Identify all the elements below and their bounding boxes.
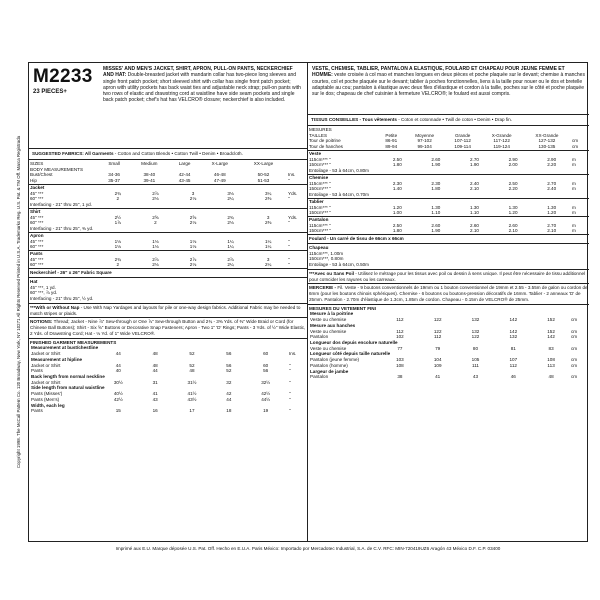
unit: m [572,222,576,228]
garment-label: Pantalon (jeune femme) [310,357,360,363]
unit: " [288,256,290,262]
measurement-value: 122 [471,334,480,340]
measurement-value: 41 [152,391,158,397]
measurement-value: 60 [263,351,269,357]
yardage-value: 2⅜ [264,196,272,202]
unit: cm [571,374,578,380]
yardage-value: 3¼ [264,190,272,196]
yardage-value: 2.10 [470,186,479,192]
measurement-value: 31½ [187,379,197,385]
measurement-value: 41 [435,374,441,380]
measurement-value: 44 [115,351,121,357]
garment-label: Pantalon [310,334,329,340]
yardage-value: 2¾ [114,256,121,262]
garment-label: Pants [31,408,43,414]
yardage-value: 2.70 [547,180,557,186]
poitrine-row: Tour de poitrine 86-91 97-102 107-112 117-122 127-132 cm [309,138,579,144]
measurement-value: 103 [396,357,404,363]
yardage-value: 1.30 [431,204,441,210]
yardage-value: 1⅛ [152,244,159,250]
unit: cm [571,328,578,334]
measurement-value: 44½ [261,396,271,402]
hanches-row: Tour de hanches 89-94 99-104 109-114 119-124 130-135 cm [309,144,579,150]
garment-name: Tablier [308,198,589,204]
measurement-value: 104 [433,357,442,363]
hip-row: Hip 35-37 39-41 43-45 47-49 51-53 " [30,178,290,184]
measurement-value: 52 [189,362,195,368]
measurement-value: 112 [509,362,517,368]
yardage-value: 2 [154,220,157,226]
unit: m [572,156,576,162]
garment-name: Jacket [29,184,307,190]
french-description: VESTE, CHEMISE, TABLIER, PANTALON A ELASTIQUE, FOULARD ET CHAPEAU POUR JEUNE FEMME ET HOMME: veste croisée à col mao et manches longues en deux pièces et poche plaquée sur le devant; chemise à manches courtes, col et poche plaquée sur le devant; tablier à poches fonctionnelles, liens à la taille pour nouer ou le dos et bretelle adaptable au cou; pantalon à élastique avec deux files d'élastique et cordon à la taille, poches sur le côté et poche plaquée sur le dos; chapeau de chef cuisinier à fermeture VELCRO®; le foulard est aussi compris. [312,66,585,97]
footer-imprint: Imprimé aux E.U. Marque déposée U.S. Pat. Off. Hecho en E.U.A. Paris México: Importado por Mercadotec Industrial, S.A. de C.V. RFC: MIN-720419UZ6 Aragón 43 México D.F. C.P. 03400 [115,546,501,551]
yardage-value: 3 [191,190,195,196]
measurement-value: 48 [152,351,158,357]
yardage-value: 2.40 [547,186,557,192]
measurement-value: 60 [263,362,269,368]
measurement-value: 31 [152,379,158,385]
interfacing-note: Interfacing - 21" thru 25", ⅜ yd. [30,226,94,232]
copyright-side-text: Copyright 1998. The McCall Pattern Co. 120 Broadway, New York, NY 10271 All Rights Reserved Printed in U.S.A. Trademarks Reg. U.S. Pat. & TM Off. Marca Registrada [16,135,21,469]
neckerchief-line: Neckerchief - 26" x 26" Fabric Square [29,268,307,277]
yardage-value: 1¼ [264,238,272,244]
measurement-value: 108 [547,357,555,363]
measurement-value: 15 [115,408,121,414]
yardage-value: 2 [116,196,120,202]
garment-label: Veste ou chemise [310,345,347,351]
yardage-value: 2.00 [508,162,518,168]
yardage-value: 1.90 [431,228,441,234]
measurement-value: 44 [115,362,121,368]
poil-note: ***Avec ou Sans Poil - Utilisez le métrage pour les tissus avec poil ou dessin à sens unique. Il peut être nécessaire de tissu additionnel pour coïncider les rayures ou les carreaux. [308,269,589,283]
garment-label: Pants (Men's) [31,396,60,402]
measurement-row [30,408,306,414]
measurement-label: Measurement at hipline [31,356,83,362]
unit: m [572,204,576,210]
yardage-value: 1⅞ [114,220,121,226]
measurement-label: Largeur de jambe [310,368,349,374]
garment-label: Jacket or Shirt [31,351,61,357]
fabric-width: 45" *** [30,256,44,262]
yardage-value: 1⅛ [189,244,197,250]
measurement-value: 109 [433,362,442,368]
unit: " [289,379,291,385]
yardage-value: 2⅛ [189,220,197,226]
measurement-value: 19 [263,408,269,414]
fabric-width: 115cm*** " [309,204,331,210]
suggested-fabrics: SUGGESTED FABRICS: All Garments - Cotton and Cotton Blends • Cotton Twill • Denim • Broadcloth. [29,150,307,160]
yardage-value: 2.90 [508,156,518,162]
nap-note: ***With or Without Nap - Use With Nap Yardages and layouts for pile or one-way design fabrics. Additional Fabric may be needed to match stripes or plaids. [29,303,307,317]
yardage-value: 2⅞ [189,256,197,262]
measurement-value: 102 [396,334,404,340]
measurement-value: 43 [152,396,158,402]
measurement-value: 80 [472,345,479,351]
measurement-label: Mesure aux hanches [310,322,356,328]
measurement-value: 18 [226,408,232,414]
garment-name: Apron [29,232,307,238]
measurement-value: 132 [471,317,480,323]
yardage-value: 1¼ [227,244,234,250]
measurement-label: Width, each leg [31,402,65,408]
measurement-value: 122 [433,328,442,334]
measurement-row [309,374,588,380]
unit: " [288,220,290,226]
yardage-value: 2.50 [392,222,402,228]
measurement-value: 48 [189,368,195,374]
measurement-value: 40½ [113,391,123,397]
measurement-value: 77 [397,345,403,351]
measurement-value: 48 [152,362,158,368]
yardage-value: 1.30 [547,204,557,210]
size-row: SIZES Small Medium Large X-Large XX-Large [30,161,274,166]
yardage-value: 2⅝ [152,214,159,220]
yardage-value: 2.10 [470,228,479,234]
measurement-value: 142 [509,328,518,334]
notions: NOTIONS: Thread; Jacket - Nine ⅞" Sew-through or One ⅞" Sew-through Button and 2¾ - 3⅜ Yds. of ⅜" Wide Braid or Cord (for Chinese Ball Buttons); Shirt - Six ⅝" Buttons or Decorative Snap Fasteners; Apron - Two 1" 'D' Rings; Pants - 3 Yds. of ½" Wide Elastic, 2 Yds. of Drawstring Cord; Hat - ⅛ Yd. of 1" Wide VELCRO®. [30,319,306,336]
yardage-value: 2¾ [227,214,234,220]
fabric-width: 115cm*** " [309,156,331,162]
yardage-value: 1.20 [392,204,402,210]
english-header [29,63,307,149]
yardage-value: 2.90 [547,156,557,162]
fabric-width: 150cm*** " [309,228,332,234]
measurement-value: 112 [434,334,442,340]
unit: " [288,262,290,268]
yardage-value: 2.60 [508,222,518,228]
unit: m [572,228,576,234]
measurement-value: 152 [547,317,555,323]
yardage-value: 1¼ [264,244,272,250]
yardage-value: 2⅛ [152,196,159,202]
garment-name: Veste [308,150,589,156]
garment-name: Pantalon [308,217,589,223]
measurement-value: 30½ [113,379,123,385]
yardage-value: 2.60 [431,222,441,228]
yardage-value: 2⅞ [227,256,234,262]
unit: " [288,196,290,202]
measurement-value: 83 [548,345,554,351]
english-size-chart: SIZES Small Medium Large X-Large XX-Large BODY MEASUREMENTS Bust/Chest 34-36 38-40 42-44 46-48 50-52 Ins. Hip 35-37 39-41 43-45 47-49 51-53 " Jacket 45" *** 2¾ 2⅞ 3 3⅛ 3¼ Yds. 60" *** 2 2⅛ 2⅛ 2¼ 2⅜ " Interfacing - 21" thru 25", 1 yd. Shirt 45" *** 2½ 2⅝ 2⅝ 2¾ 3 Yds. 60" *** 1⅞ 2 2⅛ 2⅛ 2⅜ " Interfacing - 21" thru 25", ⅜ yd. Apron 45" *** 1⅛ 1⅛ 1⅛ 1¼ 1¼ " 60" *** 1⅛ 1⅛ 1⅛ 1¼ 1¼ " Pants 45" *** 2¾ 2⅞ 2⅞ 2⅞ 3 " 60" *** 2 2⅛ 2⅛ 2¼ 2¼ " Neckerchief - 26" x 26" Fabric Square Hat 45" ***, 1 yd. 60" ***, ⅞ yd. Interfacing - 21" thru 25", ½ yd. ***With or Without Nap - Use With Nap Yardages and layouts for pile or one-way design fabrics. Additional Fabric may be needed to match stripes or plaids. NOTIONS: Thread; Jacket - Nine ⅞" Sew-through or One ⅞" Sew-through Button and 2¾ - 3⅜ Yds. of ⅜" Wide Braid or Cord (for Chinese Ball Buttons); Shirt - Six ⅝" Buttons or Decorative Snap Fasteners; Apron - Two 1" 'D' Rings; Pants - 3 Yds. of ½" Wide Elastic, 2 Yds. of Drawstring Cord; Hat - ⅛ Yd. of 1" Wide VELCRO®. FINISHED GARMENT MEASUREMENTS Measurement at bust/chestline Jacket or Shirt 44 48 52 56 60 Ins. Measurement at hipline Jacket or Shirt 44 48 52 56 60 " Pants 40 44 48 52 56 " Back length from normal neckline Jacket or Shirt 30½ 31 31½ 32 32½ " Side length from natural waistline Pants (Misses') 40½ 41 41½ 42 42½ " Pants (Men's) 42½ 43 43½ 44 44½ " Width, each leg Pants 15 16 17 18 19 " [30,161,306,414]
tailles-row: TAILLES Petite Moyenne Grande X-Grande XX-Grande [309,132,559,138]
yardage-value: 2⅛ [152,262,159,268]
yardage-value: 2.40 [470,180,479,186]
measurement-value: 79 [435,345,441,351]
unit: " [289,368,291,374]
yardage-value: 1.80 [431,186,441,192]
yardage-value: 2.50 [508,180,518,186]
measurement-value: 112 [396,317,404,323]
interfacing-note: Entoilage - 53 à 64cm, 0.70m [309,192,370,198]
unit: " [288,238,290,244]
yardage-value: 2.30 [392,180,402,186]
unit: Ins. [289,351,297,357]
foulard-line: Foulard - Un carré de tissu de 66cm x 66cm [308,234,589,243]
measurement-value: 56 [226,362,232,368]
yardage-value: 1.80 [392,228,402,234]
measurement-value: 42½ [113,396,123,402]
yardage-value: 2¼ [264,262,272,268]
measurement-value: 132 [509,334,518,340]
french-header [308,63,589,115]
yardage-value: 3 [266,214,270,220]
yardage-value: 1.00 [392,210,402,216]
yardage-value: 1⅛ [114,238,121,244]
fabric-width: 45" *** [30,238,44,244]
yardage-value: 2⅜ [264,220,272,226]
fabric-width: 45" *** [30,190,44,196]
measurement-value: 81 [510,345,516,351]
measurement-value: 108 [396,362,404,368]
measurement-value: 105 [471,357,480,363]
measurement-value: 122 [433,317,442,323]
fabric-width: 150cm*** " [309,210,332,216]
unit: cm [571,334,578,340]
yardage-value: 1.10 [470,210,479,216]
yardage-value: 1.90 [431,162,441,168]
finished-measurements: FINISHED GARMENT MEASUREMENTS Measurement at bust/chestline Jacket or Shirt 44 48 52 56 60 Ins. Measurement at hipline Jacket or Shirt 44 48 52 56 60 " Pants 40 44 48 52 56 " Back length from normal neckline Jacket or Shirt 30½ 31 31½ 32 32½ " Side length from natural waistline Pants (Misses') 40½ 41 41½ 42 42½ " Pants (Men's) 42½ 43 43½ 44 44½ " Width, each leg Pants 15 16 17 18 19 " [29,338,307,416]
measurement-label: Mesure à la poitrine [310,311,354,317]
yardage-value: 2.70 [547,222,557,228]
measurement-value: 113 [547,362,555,368]
measurement-value: 43 [472,374,479,380]
hat-yardage: Hat 45" ***, 1 yd. 60" ***, ⅞ yd. Interfacing - 21" thru 25", ½ yd. [29,277,307,303]
measurement-value: 44 [152,368,158,374]
garment-name: Shirt [29,208,307,214]
yardage-value: 1¼ [227,238,234,244]
fabric-width: 150cm*** " [309,186,332,192]
garment-name: Chemise [308,174,589,180]
fabric-width: 60" *** [30,262,44,268]
measurement-value: 111 [472,362,479,368]
unit: cm [571,362,578,368]
yardage-value: 1.20 [547,210,557,216]
interfacing-note: Interfacing - 21" thru 25", 1 yd. [30,202,92,208]
chapeau-yardage: Chapeau 115cm***, 1.00m 150cm***, 0.80m Entoilage - 53 à 64cm, 0.50m [308,243,589,269]
yardage-value: 2¼ [227,196,234,202]
unit: m [572,210,576,216]
mesures-vetement-fini: MESURES DU VETEMENT FINI Mesure à la poitrine Veste ou chemise 112 122 132 142 152 cm Mesure aux hanches Veste ou chemise 112 122 132 142 152 cm Pantalon 102 112 122 132 142 cm Longueur dos depuis encolure naturelle Veste ou chemise 77 79 80 81 83 cm Longueur côté depuis taille naturelle Pantalon (jeune femme) 103 104 105 107 108 cm Pantalon (homme) 108 109 111 112 113 cm Largeur de jambe Pantalon 38 41 43 46 48 cm [308,304,589,382]
unit: m [572,186,576,192]
garment-label: Pantalon (homme) [310,362,348,368]
yardage-value: 1.30 [470,204,479,210]
yardage-value: 3 [266,256,270,262]
garment-label: Veste ou chemise [310,328,347,334]
measurement-value: 42 [226,391,232,397]
yardage-value: 1⅛ [152,238,159,244]
yardage-value: 3⅛ [227,190,234,196]
measurement-value: 107 [509,357,518,363]
yardage-value: 1⅛ [114,244,121,250]
unit: cm [571,357,578,363]
yardage-value: 2.10 [508,228,518,234]
measurement-value: 43½ [187,396,197,402]
measurement-value: 56 [263,368,269,374]
yardage-value: 1.10 [431,210,441,216]
measurement-value: 142 [547,334,555,340]
garment-name: Pants [29,251,307,257]
measurement-value: 40 [115,368,121,374]
measurement-value: 132 [471,328,480,334]
unit: " [289,362,291,368]
garment-label: Pants [31,368,43,374]
yardage-value: 1.90 [470,162,479,168]
fabric-width: 150cm*** " [309,162,332,168]
mercerie: MERCERIE - Fil. Veste - 9 boutons conventionnels de 19mm ou 1 bouton conventionnel de 19mm et 2.55 - 3.55m de galon ou cordon de 6mm (pour les boutons chinois sphériques). Chemise - 6 boutons ou boutons-pression décoratifs de 16mm. Tablier - 2 anneaux 'D' de 25mm. Pantalon - 2.70m d'élastique de 1.3cm, 1.85m de cordon. Chapeau - 0.15m de VELCRO® de 25mm. [309,285,588,302]
measurement-value: 32 [226,379,232,385]
yardage-value: 1.20 [508,210,518,216]
unit: Yds. [288,190,298,196]
measurement-value: 41½ [187,391,197,397]
unit: " [289,391,291,397]
yardage-value: 2¼ [227,262,234,268]
bust-row: Bust/Chest 34-36 38-40 42-44 46-48 50-52 Ins. [30,172,296,178]
fabric-width: 45" *** [30,214,44,220]
measurement-value: 52 [226,368,232,374]
measurement-label: Measurement at bust/chestline [31,345,99,351]
garment-label: Pantalon [310,374,329,380]
fabric-width: 115cm*** " [309,180,331,186]
measurement-label: Back length from normal neckline [31,373,105,379]
measurement-label: Longueur côté depuis taille naturelle [310,351,391,357]
french-column [308,63,589,541]
measurement-value: 17 [189,408,195,414]
yardage-value: 2¾ [114,190,121,196]
yardage-value: 2.60 [470,222,479,228]
unit: " [289,408,291,414]
yardage-value: 2⅞ [152,256,159,262]
piece-count: 23 PIECES+ [33,89,67,95]
garment-label: Jacket or Shirt [31,379,61,385]
fabric-width: 115cm*** " [309,222,331,228]
english-yardage-table [29,184,307,268]
yardage-value: 1.80 [392,162,402,168]
measurement-value: 44 [226,396,232,402]
measurement-label: Side length from natural waistline [31,385,105,391]
french-yardage-table [308,150,589,234]
interfacing-note: Entoilage - 53 à 64cm, 0.80m [309,168,370,174]
measurement-value: 142 [509,317,518,323]
fabric-width: 60" *** [30,244,44,250]
fabric-width: 60" *** [30,196,44,202]
unit: " [288,244,290,250]
measurement-value: 38 [397,374,403,380]
garment-label: Veste ou chemise [310,317,347,323]
yardage-value: 2⅛ [189,262,197,268]
english-column [29,63,308,541]
unit: m [572,162,576,168]
tissus-conseilles: TISSUS CONSEILLES - Tous vêtements - Coton et cotonnade • Twill de coton • Denim • Drap fin. [308,116,589,126]
english-description: MISSES' AND MEN'S JACKET, SHIRT, APRON, PULL-ON PANTS, NECKERCHIEF AND HAT: Double-breasted jacket with mandarin collar has two-piece long sleeves and single front patch pocket; short sleeved shirt with collar has single front patch pocket; apron with utility pockets has back waist ties and adjustable neck strap; pull-on pants with two rows of elastic and drawstring cord at waistline have side seam pockets and single back patch pocket; chef's hat has VELCRO® closure; neckerchief is also included. [103,66,301,104]
yardage-value: 2.20 [547,162,557,168]
unit: cm [571,317,578,323]
yardage-value: 1.40 [392,186,402,192]
yardage-value: 2 [116,262,120,268]
unit: m [572,180,576,186]
measurement-value: 52 [189,351,195,357]
unit: Yds. [288,214,298,220]
yardage-value: 2.50 [392,156,402,162]
yardage-value: 2.30 [431,180,441,186]
measurement-value: 152 [547,328,555,334]
yardage-value: 2⅛ [227,220,234,226]
measurement-value: 46 [510,374,516,380]
yardage-value: 1.30 [508,204,518,210]
measurement-label: Longueur dos depuis encolure naturelle [310,339,398,345]
french-size-chart: MESURES TAILLES Petite Moyenne Grande X-Grande XX-Grande Tour de poitrine 86-91 97-102 107-112 117-122 127-132 cm Tour de hanches 89-94 99-104 109-114 119-124 130-135 cm Veste 115cm*** " 2.50 2.60 2.70 2.90 2.90 m 150cm*** " 1.80 1.90 1.90 2.00 2.20 m Entoilage - 53 à 64cm, 0.80m Chemise 115cm*** " 2.30 2.30 2.40 2.50 2.70 m 150cm*** " 1.40 1.80 2.10 2.20 2.40 m Entoilage - 53 à 64cm, 0.70m Tablier 115cm*** " 1.20 1.30 1.30 1.30 1.30 m 150cm*** " 1.00 1.10 1.10 1.20 1.20 m Pantalon 115cm*** " 2.50 2.60 2.60 2.60 2.70 m 150cm*** " 1.80 1.90 2.10 2.10 2.10 m Foulard - Un carré de tissu de 66cm x 66cm Chapeau 115cm***, 1.00m 150cm***, 0.80m Entoilage - 53 à 64cm, 0.50m ***Avec ou Sans Poil - Utilisez le métrage pour les tissus avec poil ou dessin à sens unique. Il peut être nécessaire de tissu additionnel pour coïncider les rayures ou les carreaux. MERCERIE - Fil. Veste - 9 boutons conventionnels de 19mm ou 1 bouton conventionnel de 19mm et 2.55 - 3.55m de galon ou cordon de 6mm (pour les boutons chinois sphériques). Chemise - 6 boutons ou boutons-pression décoratifs de 16mm. Tablier - 2 anneaux 'D' de 25mm. Pantalon - 2.70m d'élastique de 1.3cm, 1.85m de cordon. Chapeau - 0.15m de VELCRO® de 25mm. MESURES DU VETEMENT FINI Mesure à la poitrine Veste ou chemise 112 122 132 142 152 cm Mesure aux hanches Veste ou chemise 112 122 132 142 152 cm Pantalon 102 112 122 132 142 cm Longueur dos depuis encolure naturelle Veste ou chemise 77 79 80 81 83 cm Longueur côté depuis taille naturelle Pantalon (jeune femme) 103 104 105 107 108 cm Pantalon (homme) 108 109 111 112 113 cm Largeur de jambe Pantalon 38 41 43 46 48 cm [309,127,588,380]
yardage-value: 2.10 [547,228,557,234]
yardage-value: 2⅞ [152,190,159,196]
pattern-number: M2233 [33,66,93,87]
yardage-value: 2½ [114,214,121,220]
yardage-value: 2.70 [470,156,479,162]
unit: " [289,396,291,402]
pattern-envelope-back [28,62,588,542]
yardage-value: 2⅛ [189,196,197,202]
garment-label: Jacket or Shirt [31,362,61,368]
yardage-value: 2.20 [508,186,518,192]
measurement-value: 48 [548,374,554,380]
measurement-value: 32½ [261,379,271,385]
garment-label: Pants (Misses') [31,391,63,397]
yardage-value: 2.60 [431,156,441,162]
yardage-value: 2⅝ [189,214,197,220]
unit: cm [571,345,578,351]
measurement-value: 42½ [261,391,271,397]
measurement-value: 16 [152,408,158,414]
measurement-value: 112 [396,328,404,334]
measurement-value: 56 [226,351,232,357]
yardage-value: 1⅛ [189,238,197,244]
fabric-width: 60" *** [30,220,44,226]
